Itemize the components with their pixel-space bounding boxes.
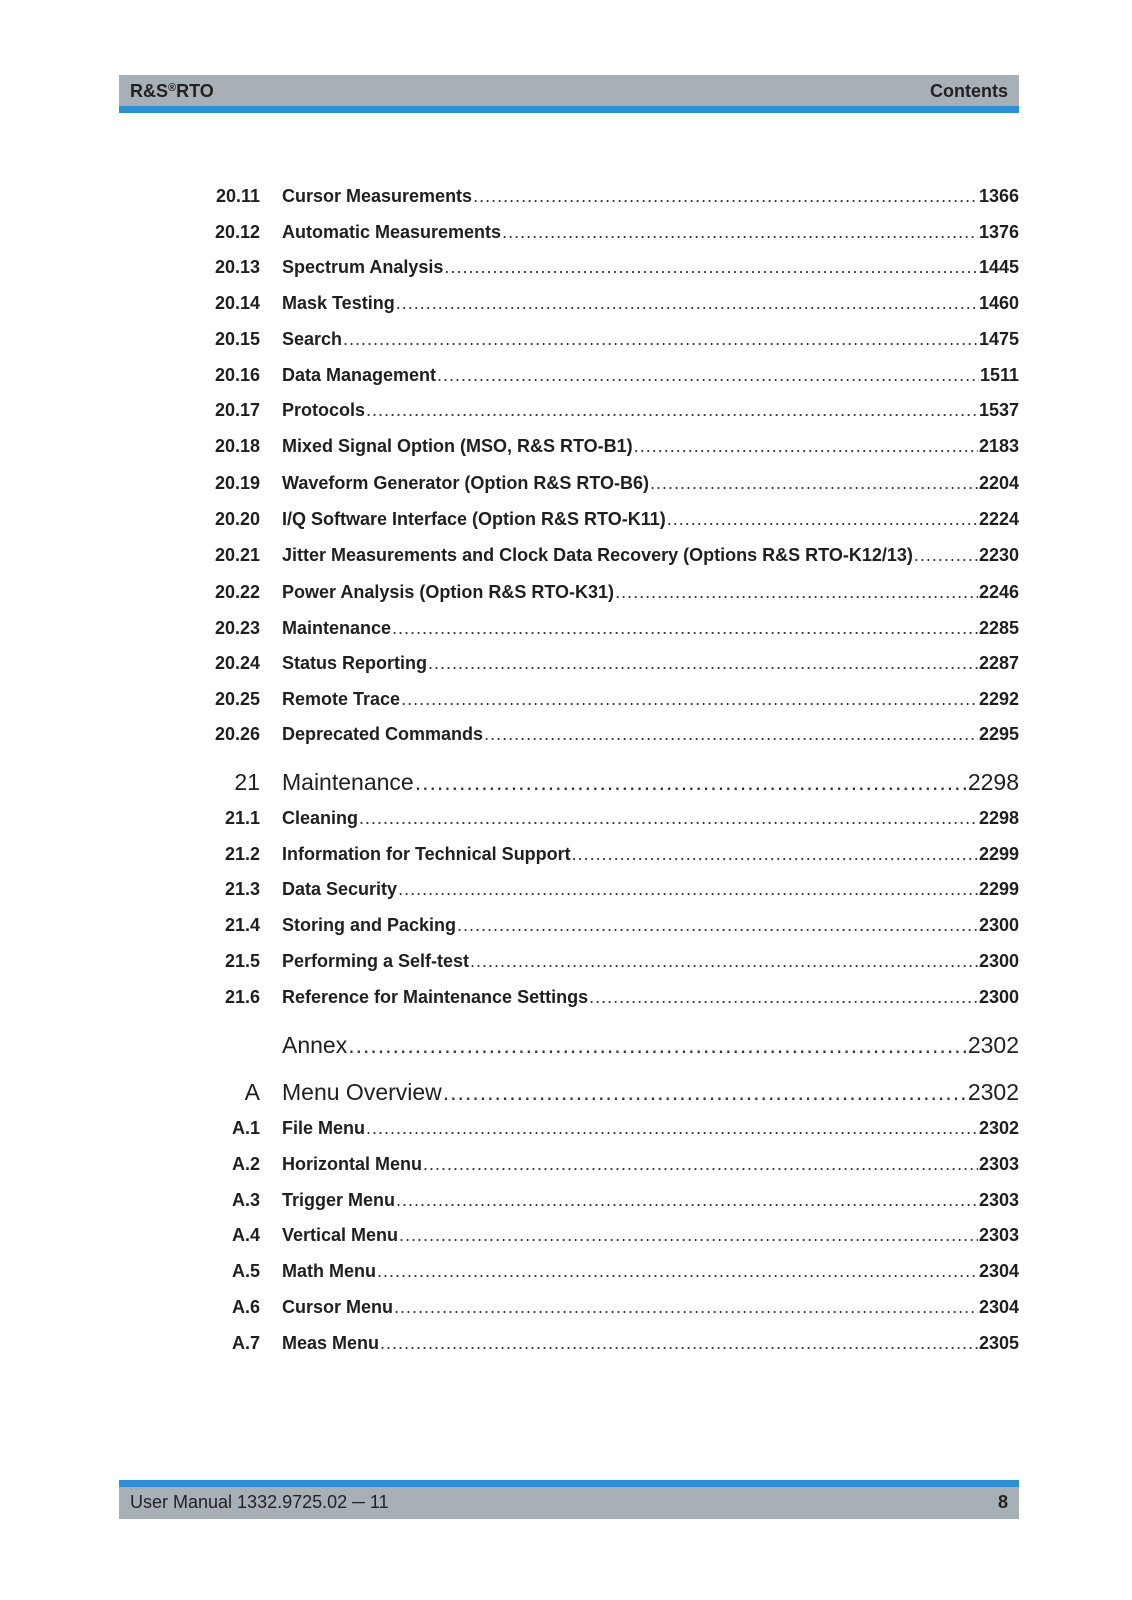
- toc-entry-number: 21.1: [224, 808, 260, 828]
- toc-entry-title[interactable]: Deprecated Commands: [282, 724, 484, 744]
- toc-entry[interactable]: [119, 1258, 1019, 1284]
- toc-entry-line: [282, 766, 1019, 798]
- toc-dot-leader: [396, 290, 978, 316]
- toc-entry[interactable]: [119, 219, 1019, 245]
- toc-entry-title[interactable]: Spectrum Analysis: [282, 257, 444, 277]
- toc-dot-leader: [428, 650, 978, 676]
- toc-entry[interactable]: [119, 254, 1019, 280]
- toc-entry-title[interactable]: Reference for Maintenance Settings: [282, 987, 589, 1007]
- toc-entry-number: 21.5: [224, 951, 260, 971]
- toc-entry-page[interactable]: 2298: [967, 769, 1019, 795]
- toc-entry[interactable]: [119, 615, 1019, 641]
- toc-entry-line: [282, 183, 1019, 209]
- toc-dot-leader: [589, 984, 978, 1010]
- toc-entry-number: 20.22: [214, 582, 260, 602]
- toc-entry-number: 21: [234, 769, 260, 795]
- toc-entry-number: 20.12: [214, 222, 260, 242]
- toc-entry-line: [282, 615, 1019, 641]
- toc-entry-page[interactable]: 1376: [978, 222, 1019, 242]
- page-header: [119, 75, 1019, 113]
- toc-entry-title[interactable]: Math Menu: [282, 1261, 376, 1281]
- toc-entry[interactable]: [119, 326, 1019, 352]
- toc-entry-page[interactable]: 2300: [978, 951, 1019, 971]
- toc-entry-title[interactable]: Data Management: [282, 365, 437, 385]
- toc-entry[interactable]: [119, 650, 1019, 676]
- toc-entry-title[interactable]: Trigger Menu: [282, 1190, 396, 1210]
- toc-entry[interactable]: [119, 397, 1019, 423]
- toc-entry-title[interactable]: Cleaning: [282, 808, 359, 828]
- toc-entry-line: [282, 326, 1019, 352]
- toc-entry-line: [282, 362, 1019, 388]
- toc-entry-number: 20.17: [214, 400, 260, 420]
- toc-entry-page[interactable]: 2204: [978, 473, 1019, 493]
- toc-entry-line: [282, 1029, 1019, 1061]
- toc-entry-number: 20.21: [214, 545, 260, 565]
- toc-entry[interactable]: [119, 984, 1019, 1010]
- toc-entry[interactable]: [119, 1294, 1019, 1320]
- toc-dot-leader: [457, 912, 978, 938]
- toc-entry-page[interactable]: 2246: [978, 582, 1019, 602]
- toc-entry-page[interactable]: 2285: [978, 618, 1019, 638]
- toc-entry-page[interactable]: 1511: [979, 365, 1019, 385]
- toc-entry-line: [282, 1258, 1019, 1284]
- toc-entry-title[interactable]: Mixed Signal Option (MSO, R&S RTO-B1): [282, 436, 633, 456]
- toc-entry-page[interactable]: 1537: [978, 400, 1019, 420]
- toc-dot-leader: [667, 506, 978, 532]
- toc-entry[interactable]: [119, 470, 1019, 496]
- toc-entry-title[interactable]: Cursor Menu: [282, 1297, 394, 1317]
- toc-entry-line: [282, 912, 1019, 938]
- toc-dot-leader: [348, 1029, 967, 1061]
- header-product-model: RTO: [176, 81, 214, 101]
- toc-dot-leader: [443, 1076, 967, 1108]
- toc-dot-leader: [502, 219, 978, 245]
- toc-entry-line: [282, 721, 1019, 747]
- header-product-name: [130, 81, 214, 102]
- toc-dot-leader: [572, 841, 978, 867]
- toc-entry[interactable]: [119, 1151, 1019, 1177]
- toc-entry-line: [282, 876, 1019, 902]
- toc-entry[interactable]: [119, 1187, 1019, 1213]
- toc-entry-page[interactable]: 2287: [978, 653, 1019, 673]
- toc-entry-line: [282, 1222, 1019, 1248]
- toc-entry-line: [282, 805, 1019, 831]
- toc-entry-page[interactable]: 2305: [978, 1333, 1019, 1353]
- toc-dot-leader: [396, 1187, 978, 1213]
- toc-entry-number: 20.14: [214, 293, 260, 313]
- toc-entry-title[interactable]: Remote Trace: [282, 689, 401, 709]
- toc-entry-page[interactable]: 2304: [978, 1297, 1019, 1317]
- toc-entry-page[interactable]: 2304: [978, 1261, 1019, 1281]
- toc-entry-page[interactable]: 1460: [978, 293, 1019, 313]
- toc-entry-number: 20.24: [214, 653, 260, 673]
- toc-entry-title[interactable]: Performing a Self-test: [282, 951, 470, 971]
- toc-dot-leader: [392, 615, 978, 641]
- toc-entry-title[interactable]: Search: [282, 329, 343, 349]
- toc-entry-title[interactable]: Cursor Measurements: [282, 186, 473, 206]
- header-section-title: Contents: [930, 81, 1008, 101]
- toc-entry-page[interactable]: 2295: [978, 724, 1019, 744]
- toc-entry-line: [282, 1294, 1019, 1320]
- toc-entry-line: [282, 1115, 1019, 1141]
- toc-dot-leader: [615, 579, 978, 605]
- toc-entry-page[interactable]: 2299: [978, 879, 1019, 899]
- toc-dot-leader: [423, 1151, 978, 1177]
- toc-entry-title[interactable]: Horizontal Menu: [282, 1154, 422, 1174]
- toc-entry-line: [282, 542, 1019, 568]
- toc-entry-title[interactable]: Information for Technical Support: [282, 844, 571, 864]
- toc-dot-leader: [343, 326, 978, 352]
- toc-entry-number: A.1: [231, 1118, 260, 1138]
- toc-entry-line: [282, 686, 1019, 712]
- toc-entry-title[interactable]: Power Analysis (Option R&S RTO-K31): [282, 582, 615, 602]
- toc-entry[interactable]: [119, 1076, 1019, 1108]
- toc-entry[interactable]: [119, 912, 1019, 938]
- toc-entry-page[interactable]: 1445: [978, 257, 1019, 277]
- toc-dot-leader: [398, 876, 978, 902]
- toc-entry-number: 21.3: [224, 879, 260, 899]
- toc-entry-line: [282, 948, 1019, 974]
- toc-entry[interactable]: [119, 766, 1019, 798]
- toc-entry-line: [282, 397, 1019, 423]
- toc-entry-line: [282, 254, 1019, 280]
- toc-entry-title[interactable]: Vertical Menu: [282, 1225, 399, 1245]
- toc-entry[interactable]: [119, 841, 1019, 867]
- toc-entry-line: [282, 1151, 1019, 1177]
- toc-entry-number: 20.23: [214, 618, 260, 638]
- toc-entry-line: [282, 650, 1019, 676]
- toc-dot-leader: [650, 470, 978, 496]
- toc-entry-number: A.4: [231, 1225, 260, 1245]
- toc-entry-line: [282, 984, 1019, 1010]
- toc-entry-page[interactable]: 2298: [978, 808, 1019, 828]
- toc-entry-page[interactable]: 2303: [978, 1154, 1019, 1174]
- toc-entry[interactable]: [119, 948, 1019, 974]
- toc-dot-leader: [444, 254, 978, 280]
- toc-entry-page[interactable]: 2303: [978, 1190, 1019, 1210]
- header-accent-line: [119, 106, 1019, 113]
- toc-entry[interactable]: [119, 506, 1019, 532]
- toc-entry-line: [282, 470, 1019, 496]
- toc-entry-line: [282, 433, 1019, 459]
- toc-entry-number: 20.11: [215, 186, 260, 206]
- toc-entry-title[interactable]: Automatic Measurements: [282, 222, 502, 242]
- toc-dot-leader: [394, 1294, 978, 1320]
- toc-entry-number: A.5: [231, 1261, 260, 1281]
- toc-entry[interactable]: [119, 1222, 1019, 1248]
- toc-entry-page[interactable]: 2230: [978, 545, 1019, 565]
- toc-entry-line: [282, 506, 1019, 532]
- toc-dot-leader: [634, 433, 978, 459]
- toc-entry-page[interactable]: 2302: [967, 1079, 1019, 1105]
- toc-entry-number: 20.19: [214, 473, 260, 493]
- toc-dot-leader: [401, 686, 978, 712]
- toc-entry-number: 20.25: [214, 689, 260, 709]
- toc-dot-leader: [366, 1115, 978, 1141]
- toc-entry-page[interactable]: 2300: [978, 987, 1019, 1007]
- toc-entry[interactable]: [119, 686, 1019, 712]
- toc-entry-title[interactable]: Data Security: [282, 879, 398, 899]
- registered-mark: ®: [168, 82, 177, 94]
- toc-entry-number: A: [244, 1079, 260, 1105]
- toc-entry[interactable]: [119, 579, 1019, 605]
- toc-dot-leader: [366, 397, 978, 423]
- toc-entry-number: 21.2: [224, 844, 260, 864]
- toc-entry-page[interactable]: 2299: [978, 844, 1019, 864]
- toc-entry[interactable]: [119, 183, 1019, 209]
- toc-dot-leader: [470, 948, 978, 974]
- toc-entry[interactable]: [119, 362, 1019, 388]
- toc-entry-title[interactable]: Status Reporting: [282, 653, 428, 673]
- toc-entry[interactable]: [119, 542, 1019, 568]
- toc-dot-leader: [914, 542, 978, 568]
- toc-entry-title[interactable]: Menu Overview: [282, 1079, 442, 1105]
- header-bar: [119, 75, 1019, 106]
- toc-entry-line: [282, 1330, 1019, 1356]
- toc-entry-page[interactable]: 2300: [978, 915, 1019, 935]
- toc-entry-title[interactable]: Storing and Packing: [282, 915, 457, 935]
- toc-dot-leader: [359, 805, 978, 831]
- toc-dot-leader: [415, 766, 967, 798]
- toc-entry-line: [282, 579, 1019, 605]
- toc-entry-title[interactable]: File Menu: [282, 1118, 366, 1138]
- toc-entry[interactable]: [119, 721, 1019, 747]
- toc-entry-title[interactable]: Jitter Measurements and Clock Data Recovery (Options R&S RTO-K12/13): [282, 545, 913, 565]
- toc-entry-number: A.3: [231, 1190, 260, 1210]
- toc-entry-number: 20.18: [214, 436, 260, 456]
- toc-entry-number: A.2: [231, 1154, 260, 1174]
- toc-entry-title[interactable]: Maintenance: [282, 618, 392, 638]
- header-product-prefix: R&S: [130, 81, 169, 101]
- toc-entry-number: 20.20: [214, 509, 260, 529]
- toc-dot-leader: [437, 362, 979, 388]
- toc-entry-number: 20.15: [214, 329, 260, 349]
- toc-entry-title[interactable]: Meas Menu: [282, 1333, 380, 1353]
- toc-entry-title[interactable]: Maintenance: [282, 769, 414, 795]
- toc-entry-title[interactable]: Annex: [282, 1032, 348, 1058]
- toc-entry-number: 20.16: [214, 365, 260, 385]
- toc-entry-number: A.6: [231, 1297, 260, 1317]
- toc-entry[interactable]: [119, 290, 1019, 316]
- toc-entry-page[interactable]: 2183: [978, 436, 1019, 456]
- page-footer: [119, 1480, 1019, 1519]
- footer-accent-line: [119, 1480, 1019, 1487]
- toc-dot-leader: [377, 1258, 978, 1284]
- toc-entry-line: [282, 219, 1019, 245]
- toc-dot-leader: [484, 721, 978, 747]
- toc-dot-leader: [473, 183, 978, 209]
- toc-entry[interactable]: [119, 805, 1019, 831]
- toc-entry[interactable]: [119, 1330, 1019, 1356]
- toc-entry[interactable]: [119, 876, 1019, 902]
- toc-entry-number: 21.4: [224, 915, 260, 935]
- toc-entry[interactable]: [119, 1115, 1019, 1141]
- toc-entry-number: 20.26: [214, 724, 260, 744]
- toc-dot-leader: [380, 1330, 978, 1356]
- toc-entry-page[interactable]: 1366: [978, 186, 1019, 206]
- toc-entry[interactable]: [119, 433, 1019, 459]
- toc-entry-title[interactable]: Mask Testing: [282, 293, 395, 313]
- toc-entry-title[interactable]: I/Q Software Interface (Option R&S RTO-K11): [282, 509, 666, 529]
- toc-entry-line: [282, 290, 1019, 316]
- toc-entry-page[interactable]: 2303: [978, 1225, 1019, 1245]
- toc-dot-leader: [399, 1222, 978, 1248]
- toc-entry-number: A.7: [231, 1333, 260, 1353]
- toc-entry-line: [282, 841, 1019, 867]
- footer-page-number: 8: [997, 1492, 1008, 1512]
- footer-manual-id: User Manual 1332.9725.02 ─ 11: [130, 1492, 389, 1512]
- toc-entry[interactable]: [119, 1029, 1019, 1061]
- toc-entry-page[interactable]: 2302: [978, 1118, 1019, 1138]
- toc-entry-number: 21.6: [224, 987, 260, 1007]
- toc-entry-title[interactable]: Protocols: [282, 400, 366, 420]
- toc-entry-number: 20.13: [214, 257, 260, 277]
- toc-entry-page[interactable]: 1475: [978, 329, 1019, 349]
- toc-entry-page[interactable]: 2302: [967, 1032, 1019, 1058]
- toc-entry-title[interactable]: Waveform Generator (Option R&S RTO-B6): [282, 473, 650, 493]
- toc-entry-page[interactable]: 2292: [978, 689, 1019, 709]
- toc-entry-line: [282, 1076, 1019, 1108]
- toc-entry-page[interactable]: 2224: [978, 509, 1019, 529]
- toc-entry-line: [282, 1187, 1019, 1213]
